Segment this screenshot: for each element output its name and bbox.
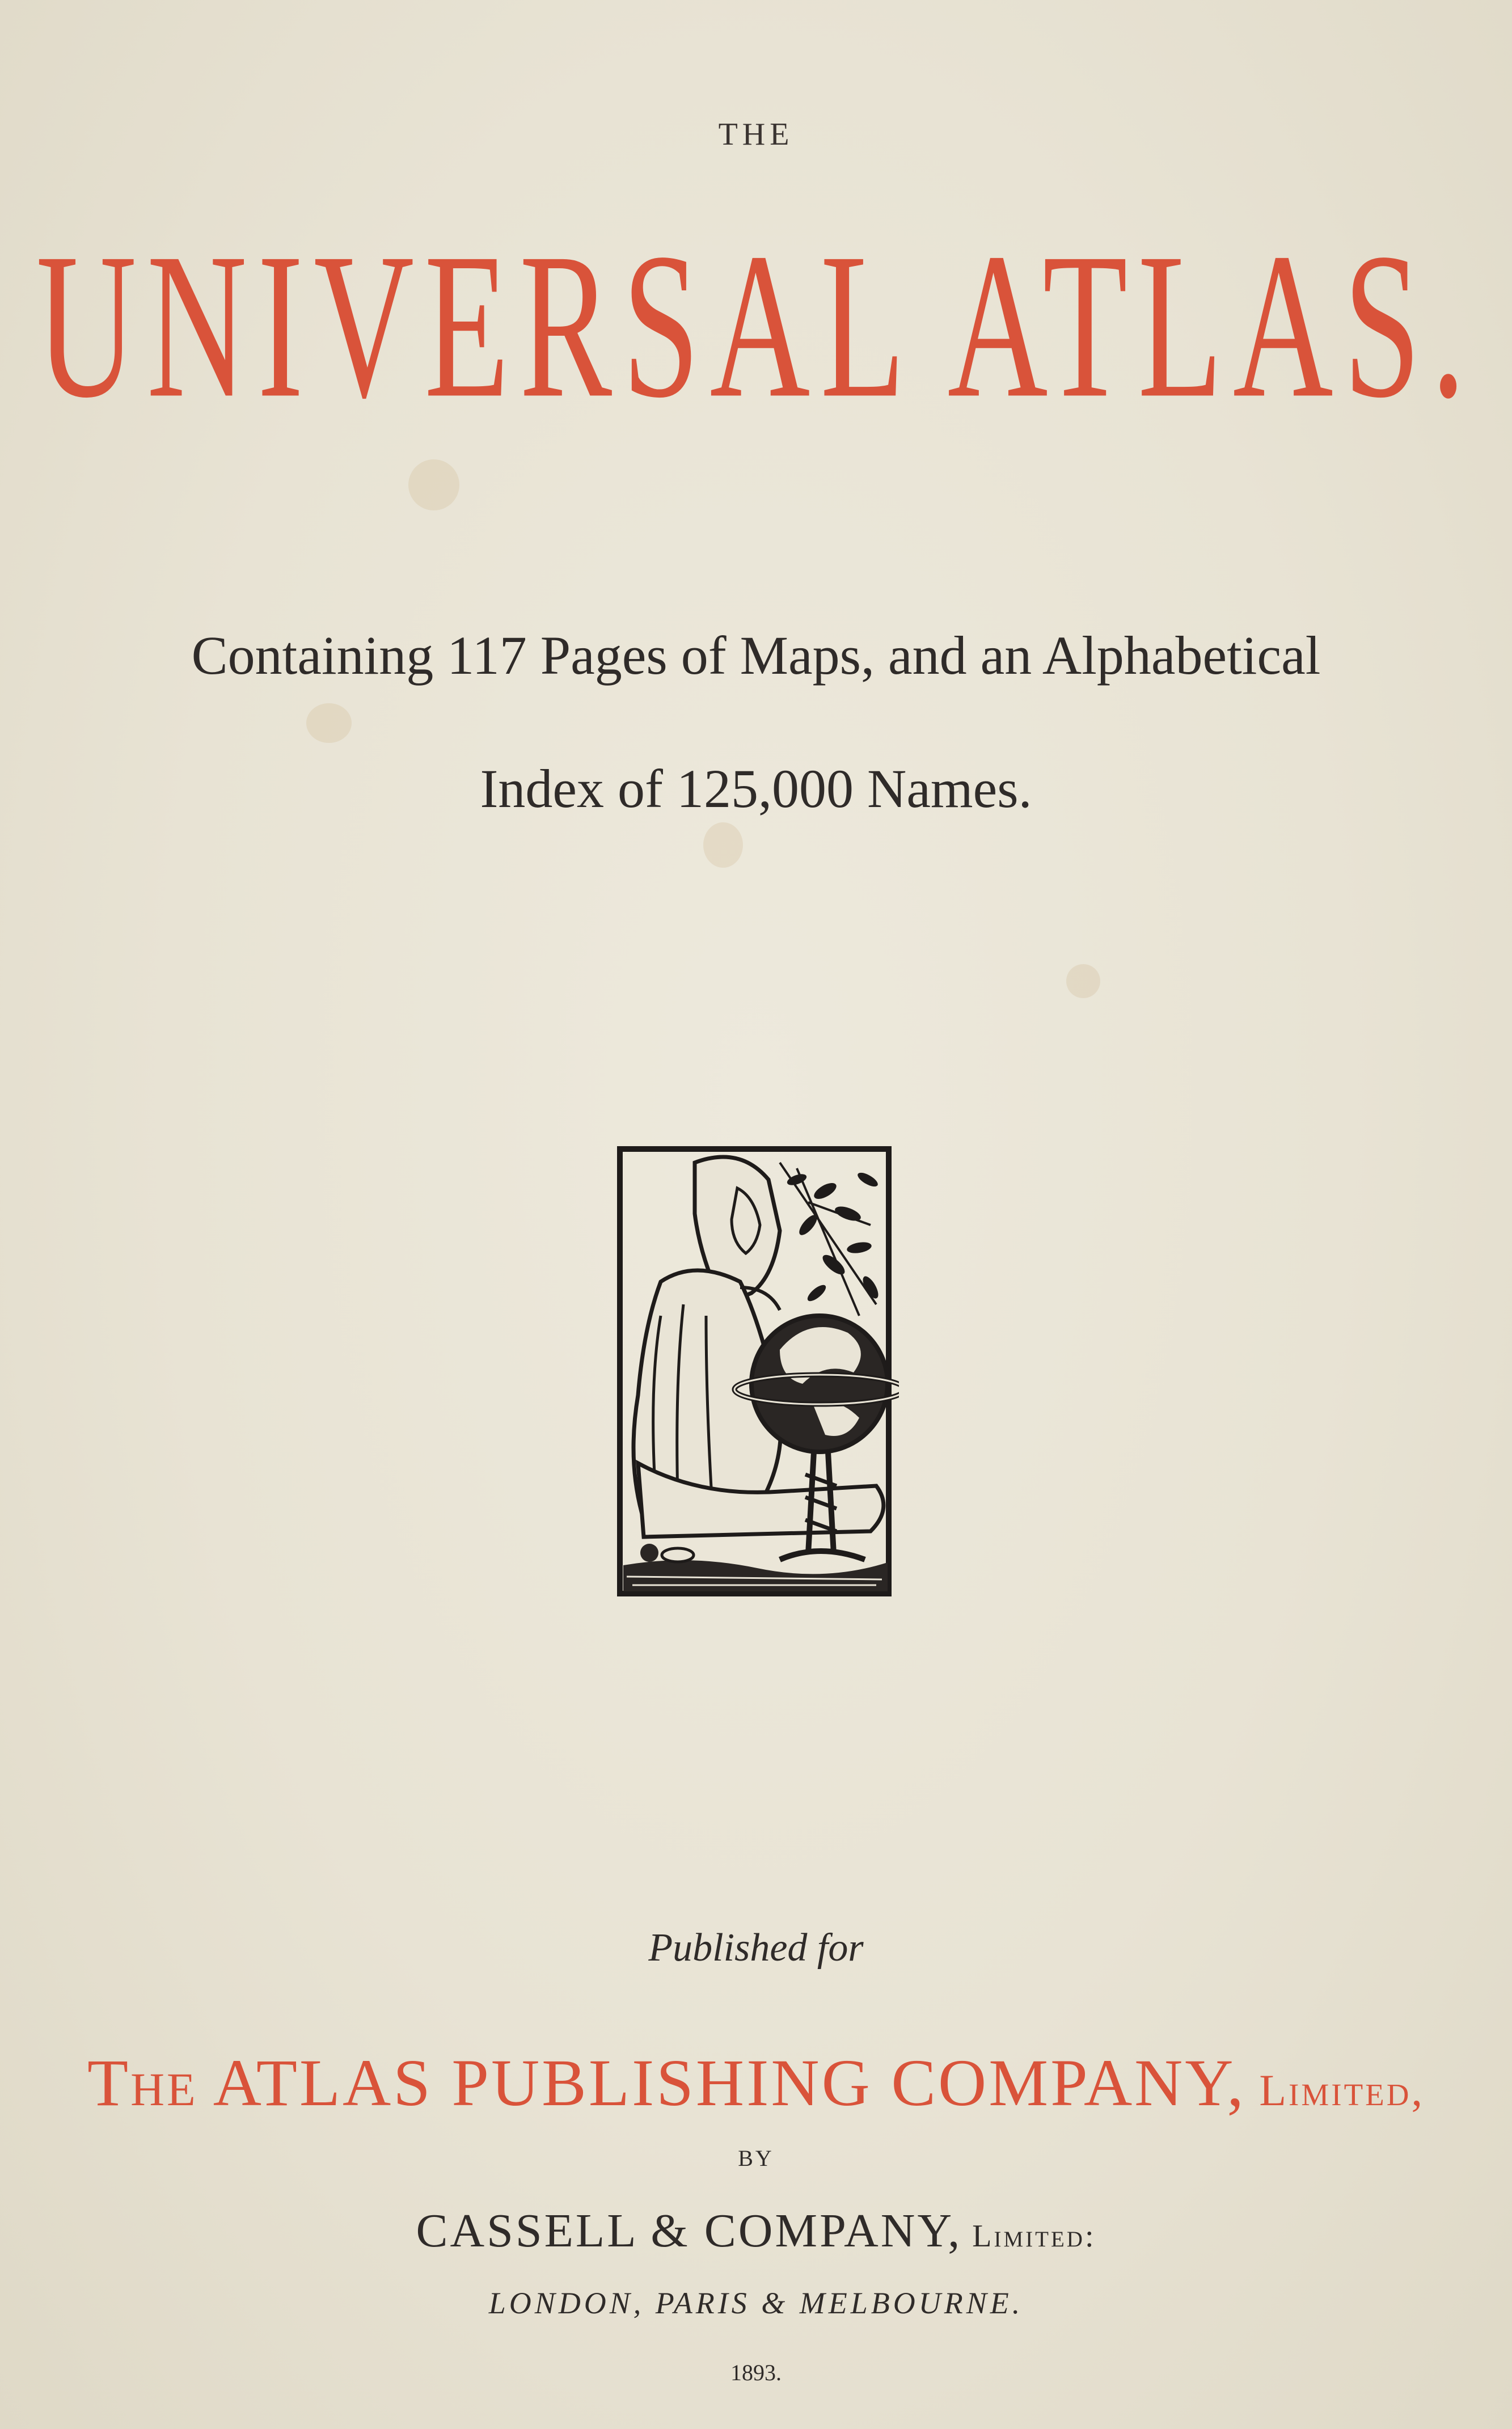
foxing-spot: [408, 459, 459, 510]
company-name: ATLAS PUBLISHING COMPANY,: [197, 2046, 1246, 2120]
foxing-spot: [306, 703, 352, 743]
subtitle-line-2: Index of 125,000 Names.: [480, 758, 1032, 819]
subtitle-line-1: Containing 117 Pages of Maps, and an Alphabetical: [191, 625, 1321, 686]
cassell-name: CASSELL & COMPANY,: [416, 2204, 962, 2257]
globe-scholar-illustration-icon: [610, 1146, 899, 1599]
publication-year: 1893.: [730, 2360, 782, 2385]
publisher-cities: LONDON, PARIS & MELBOURNE.: [488, 2286, 1024, 2320]
printer-company: [0, 2203, 1512, 2258]
foxing-spot: [1066, 964, 1100, 998]
publisher-company: [0, 2044, 1512, 2122]
company-the: The: [87, 2046, 198, 2120]
by-line: BY: [738, 2145, 774, 2171]
company-limited: Limited,: [1245, 2065, 1425, 2115]
foxing-spot: [703, 822, 743, 868]
cassell-limited: Limited:: [962, 2219, 1096, 2254]
published-for: Published for: [648, 1926, 864, 1970]
main-title: UNIVERSAL ATLAS.: [36, 210, 1476, 441]
title-the: THE: [718, 117, 794, 152]
